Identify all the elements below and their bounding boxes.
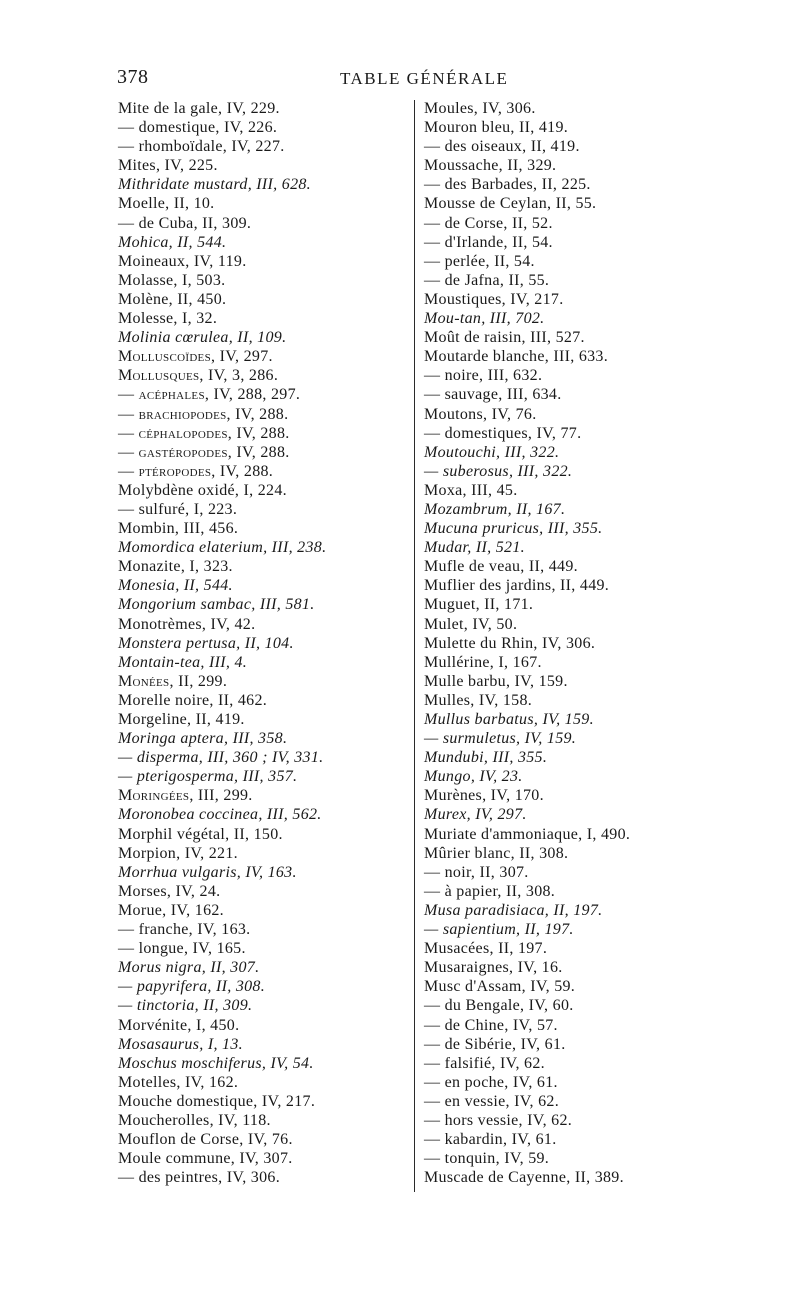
index-entry: Moringées, III, 299. <box>118 787 253 805</box>
index-entry: Moules, IV, 306. <box>424 100 536 117</box>
index-entry: Monesia, II, 544. <box>118 577 233 595</box>
index-entry: Mouche domestique, IV, 217. <box>118 1092 316 1110</box>
index-entry: Morphil végétal, II, 150. <box>118 825 283 843</box>
index-entry: Mombin, III, 456. <box>118 520 239 538</box>
index-entry: Morgeline, II, 419. <box>118 711 245 728</box>
index-entry: Mudar, II, 521. <box>424 539 525 557</box>
index-entry: — noire, III, 632. <box>424 367 543 385</box>
index-entry: — domestiques, IV, 77. <box>424 424 582 442</box>
index-column-right <box>424 99 704 1187</box>
index-entry: Morelle noire, II, 462. <box>118 691 268 709</box>
index-entry: — kabardin, IV, 61. <box>424 1131 557 1149</box>
index-entry: Moschus moschiferus, IV, 54. <box>118 1054 314 1072</box>
index-entry: Monées, II, 299. <box>118 672 228 690</box>
index-entry: Mohica, II, 544. <box>118 233 227 251</box>
index-entry: Morus nigra, II, 307. <box>118 959 260 977</box>
index-entry: Moutons, IV, 76. <box>424 405 537 423</box>
index-entry: Moronobea coccinea, III, 562. <box>118 806 322 824</box>
index-entry: — des oiseaux, II, 419. <box>424 138 580 156</box>
index-entry: — gastéropodes, IV, 288. <box>118 443 290 461</box>
index-entry: Muscade de Cayenne, II, 389. <box>424 1169 624 1187</box>
index-entry: — du Bengale, IV, 60. <box>424 997 574 1015</box>
index-entry: — perlée, II, 54. <box>424 252 535 270</box>
index-entry: — rhomboïdale, IV, 227. <box>118 138 285 156</box>
index-entry: — brachiopodes, IV, 288. <box>118 405 289 423</box>
index-entry: — sauvage, III, 634. <box>424 386 562 404</box>
index-entry: Moût de raisin, III, 527. <box>424 329 585 347</box>
index-entry: Mûrier blanc, II, 308. <box>424 844 569 862</box>
index-entry: — en poche, IV, 61. <box>424 1073 558 1091</box>
index-entry: Mou-tan, III, 702. <box>424 310 545 328</box>
index-entry: Mufle de veau, II, 449. <box>424 558 578 576</box>
index-entry: — sulfuré, I, 223. <box>118 500 238 518</box>
index-entry: Monazite, I, 323. <box>118 558 233 576</box>
index-entry: Muriate d'ammoniaque, I, 490. <box>424 825 631 843</box>
index-entry: — des Barbades, II, 225. <box>424 176 591 194</box>
index-entry: — de Chine, IV, 57. <box>424 1016 558 1034</box>
index-entry: Mithridate mustard, III, 628. <box>118 176 311 194</box>
index-entry: Mullus barbatus, IV, 159. <box>424 711 594 728</box>
index-entry: Morses, IV, 24. <box>118 882 221 900</box>
index-entry: Mongorium sambac, III, 581. <box>118 596 315 614</box>
index-entry: Murex, IV, 297. <box>424 806 527 824</box>
index-entry: — domestique, IV, 226. <box>118 119 278 137</box>
index-entry: Moxa, III, 45. <box>424 481 518 499</box>
index-entry: — à papier, II, 308. <box>424 882 556 900</box>
index-entry: — d'Irlande, II, 54. <box>424 233 553 251</box>
index-entry: Morvénite, I, 450. <box>118 1016 240 1034</box>
index-entry: Moule commune, IV, 307. <box>118 1150 293 1168</box>
index-entry: Morue, IV, 162. <box>118 901 224 919</box>
index-entry: Momordica elaterium, III, 238. <box>118 539 327 557</box>
index-entry: Mite de la gale, IV, 229. <box>118 100 280 117</box>
index-entry: Mosasaurus, I, 13. <box>118 1035 243 1053</box>
index-entry: Mulet, IV, 50. <box>424 615 518 633</box>
index-entry: — de Jafna, II, 55. <box>424 271 550 289</box>
index-entry: Mulles, IV, 158. <box>424 691 533 709</box>
index-entry: Murènes, IV, 170. <box>424 787 544 805</box>
index-entry: Musc d'Assam, IV, 59. <box>424 978 576 996</box>
index-entry: — disperma, III, 360 ; IV, 331. <box>118 749 324 767</box>
index-entry: Monstera pertusa, II, 104. <box>118 634 294 652</box>
index-entry: Moutarde blanche, III, 633. <box>424 348 609 366</box>
index-entry: Mollusques, IV, 3, 286. <box>118 367 279 385</box>
index-entry: Motelles, IV, 162. <box>118 1073 239 1091</box>
index-entry: Moustiques, IV, 217. <box>424 290 564 308</box>
index-entry: — falsifié, IV, 62. <box>424 1054 545 1072</box>
index-entry: — de Sibérie, IV, 61. <box>424 1035 566 1053</box>
index-entry: Molinia cœrulea, II, 109. <box>118 329 287 347</box>
index-entry: — longue, IV, 165. <box>118 940 246 958</box>
index-entry: Montain-tea, III, 4. <box>118 653 248 671</box>
index-entry: Moelle, II, 10. <box>118 195 215 213</box>
index-entry: Moussache, II, 329. <box>424 157 557 175</box>
index-entry: Moucherolles, IV, 118. <box>118 1111 271 1129</box>
index-entry: Musaraignes, IV, 16. <box>424 959 563 977</box>
index-entry: — de Corse, II, 52. <box>424 214 553 232</box>
index-entry: — pterigosperma, III, 357. <box>118 768 298 786</box>
index-entry: Mundubi, III, 355. <box>424 749 548 767</box>
index-entry: Morpion, IV, 221. <box>118 844 238 862</box>
index-entry: — noir, II, 307. <box>424 863 529 881</box>
page-number: 378 <box>117 66 149 88</box>
index-entry: Mungo, IV, 23. <box>424 768 523 786</box>
index-entry: Mites, IV, 225. <box>118 157 218 175</box>
index-entry: — suberosus, III, 322. <box>424 462 573 480</box>
index-entry: Mulette du Rhin, IV, 306. <box>424 634 596 652</box>
index-entry: — ptéropodes, IV, 288. <box>118 462 274 480</box>
index-entry: Muguet, II, 171. <box>424 596 534 614</box>
running-title: TABLE GÉNÉRALE <box>340 69 509 88</box>
index-entry: Musa paradisiaca, II, 197. <box>424 901 603 919</box>
index-entry: — en vessie, IV, 62. <box>424 1092 560 1110</box>
index-entry: Molasse, I, 503. <box>118 271 226 289</box>
index-entry: — de Cuba, II, 309. <box>118 214 252 232</box>
index-entry: — papyrifera, II, 308. <box>118 978 266 996</box>
index-entry: Muflier des jardins, II, 449. <box>424 577 610 595</box>
index-column-left <box>118 99 408 1187</box>
index-entry: Molène, II, 450. <box>118 290 227 308</box>
column-divider <box>414 100 415 1192</box>
index-entry: Mullérine, I, 167. <box>424 653 542 671</box>
index-entry: Molybdène oxidé, I, 224. <box>118 481 287 499</box>
index-entry: — franche, IV, 163. <box>118 921 251 939</box>
index-entry: — acéphales, IV, 288, 297. <box>118 386 301 404</box>
index-entry: Mouflon de Corse, IV, 76. <box>118 1131 293 1149</box>
index-entry: Monotrèmes, IV, 42. <box>118 615 256 633</box>
index-entry: Mulle barbu, IV, 159. <box>424 672 568 690</box>
index-entry: Mucuna pruricus, III, 355. <box>424 520 603 538</box>
index-entry: — tinctoria, II, 309. <box>118 997 253 1015</box>
index-entry: — sapientium, II, 197. <box>424 921 574 939</box>
index-entry: Musacées, II, 197. <box>424 940 548 958</box>
index-entry: Molesse, I, 32. <box>118 310 218 328</box>
index-entry: — céphalopodes, IV, 288. <box>118 424 290 442</box>
index-entry: — tonquin, IV, 59. <box>424 1150 550 1168</box>
index-entry: — hors vessie, IV, 62. <box>424 1111 573 1129</box>
index-entry: Moringa aptera, III, 358. <box>118 730 288 748</box>
index-entry: Moineaux, IV, 119. <box>118 252 247 270</box>
index-entry: Mouron bleu, II, 419. <box>424 119 569 137</box>
index-entry: — des peintres, IV, 306. <box>118 1169 280 1187</box>
index-entry: — surmuletus, IV, 159. <box>424 730 577 748</box>
index-entry: Moutouchi, III, 322. <box>424 443 560 461</box>
index-entry: Mousse de Ceylan, II, 55. <box>424 195 597 213</box>
index-entry: Mozambrum, II, 167. <box>424 500 566 518</box>
index-entry: Morrhua vulgaris, IV, 163. <box>118 863 297 881</box>
index-entry: Molluscoïdes, IV, 297. <box>118 348 273 366</box>
